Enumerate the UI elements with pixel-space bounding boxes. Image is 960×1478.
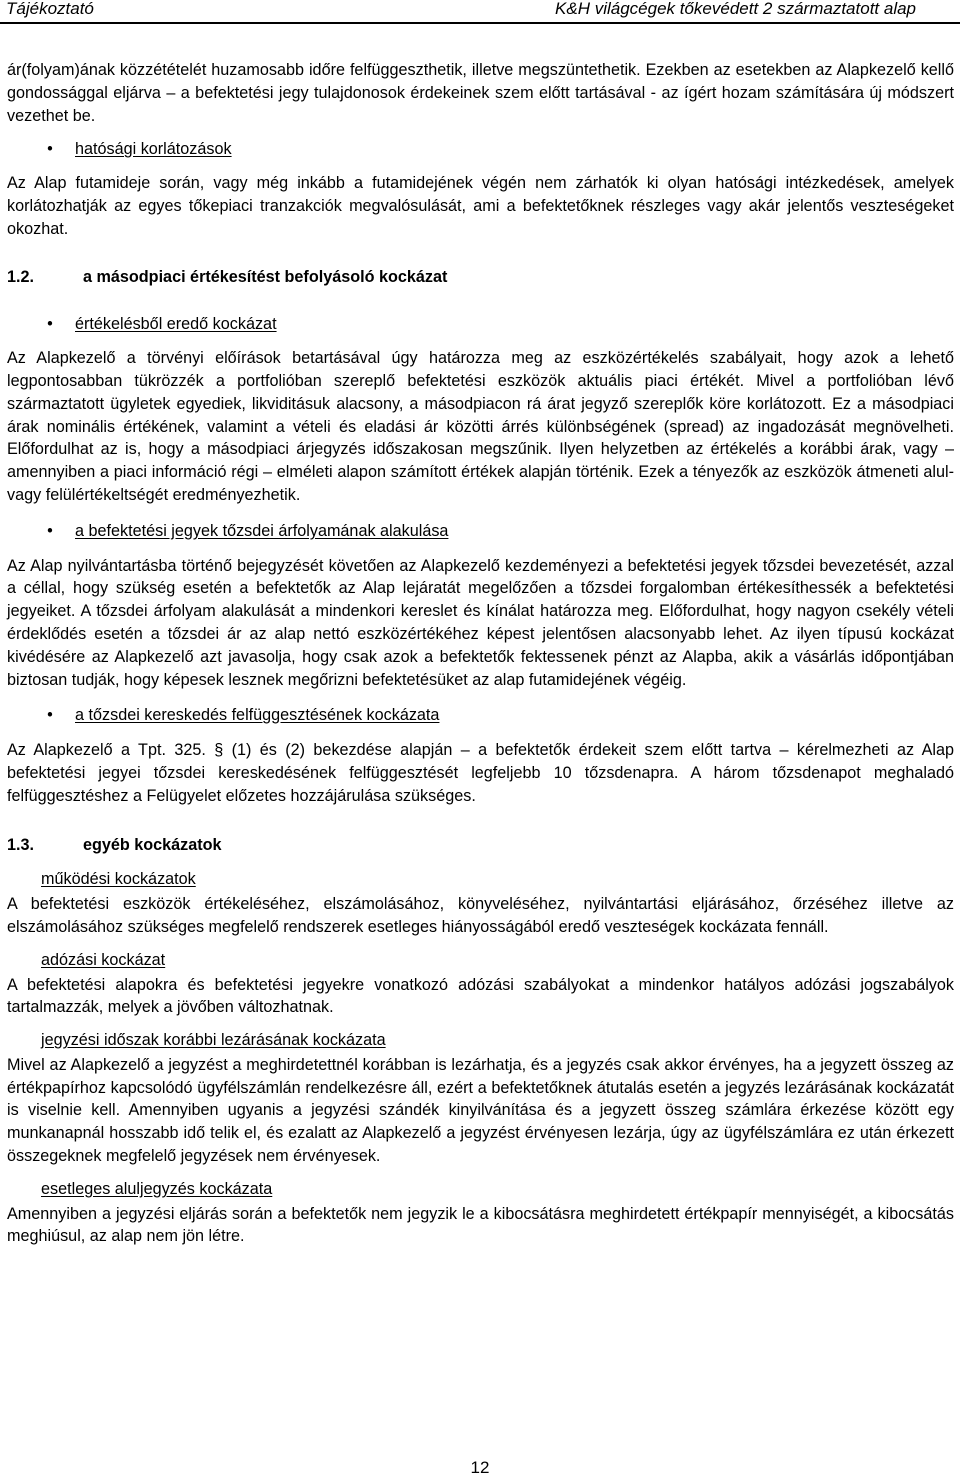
subheading-early-closing-risk: jegyzési időszak korábbi lezárásának kockázata bbox=[41, 1031, 386, 1050]
bullet-icon: • bbox=[47, 140, 53, 159]
paragraph-early-closing-risk: Mivel az Alapkezelő a jegyzést a meghirdetettnél korábban is lezárhatja, és a jegyzés csak akkor érvényes, ha a jegyzett összeg az értékpapírhoz kapcsolódó ügyfélszámlán rendelkezésre áll, ezért a befektetőknek átutalás esetén a jegyzés lezárásának kockázatát is viselnie kell. Amennyiben ugyanis a jegyzési szándék kinyilvánítása és a jegyzett összeg számlára érkezése között egy munkanapnál hosszabb idő telik el, és ezalatt az Alapkezelő a jegyzést érvényesen lezárja, úgy az ügyfélszámlára ez után érkezett összegeknek megfelelő jegyzések nem érvényesek. bbox=[7, 1055, 954, 1166]
header-fund-name: K&H világcégek tőkevédett 2 származtatott alap bbox=[555, 0, 916, 18]
section-1-2-heading bbox=[7, 266, 954, 289]
page-header bbox=[0, 0, 960, 22]
bullet-icon: • bbox=[47, 706, 53, 725]
bullet-title: a befektetési jegyek tőzsdei árfolyamának alakulása bbox=[75, 521, 449, 540]
header-divider bbox=[0, 22, 960, 24]
paragraph-operational-risk: A befektetési eszközök értékeléséhez, elszámolásához, könyveléséhez, nyilvántartási eljárásához, őrzéséhez illetve az elszámolásához szükséges megfelelő rendszerek esetleges hiányosságából eredő veszteségek kockázata fennáll. bbox=[7, 895, 954, 936]
section-number: 1.3. bbox=[7, 835, 35, 854]
bullet-title: a tőzsdei kereskedés felfüggesztésének kockázata bbox=[75, 706, 440, 725]
subheading-operational-risk: működési kockázatok bbox=[41, 870, 196, 889]
paragraph-trading-suspension: Az Alapkezelő a Tpt. 325. § (1) és (2) bekezdése alapján – a befektetők érdekeit szem előtt tartva – kérelmezheti az Alap befektetési jegyei tőzsdei kereskedésének felfüggesztését legfeljebb 10 tőzsdenapra. A három tőzsdenapot meghaladó felfüggesztéshez a Felügyelet előzetes hozzájárulása szükséges. bbox=[7, 741, 954, 805]
paragraph-undersubscription-risk: Amennyiben a jegyzési eljárás során a befektetők nem jegyzik le a kibocsátásra meghirdetett értékpapír mennyiségét, a kibocsátás meghiúsul, az alap nem jön létre. bbox=[7, 1204, 954, 1246]
section-number: 1.2. bbox=[7, 267, 35, 286]
bullet-exchange-price bbox=[7, 520, 954, 543]
paragraph-authority-restrictions: Az Alap futamideje során, vagy még inkább a futamidejének végén nem zárhatók ki olyan hatósági intézkedések, amelyek korlátozhatják az egyes tőkepiaci tranzakciók megvalósulását, ami a befektetőknek részleges vagy akár jelentős veszteségeket okozhat. bbox=[7, 174, 954, 238]
bullet-valuation-risk bbox=[7, 313, 954, 336]
paragraph-intro: ár(folyam)ának közzétételét huzamosabb időre felfüggeszthetik, illetve megszüntethetik. Ezekben az esetekben az Alapkezelő kellő gondossággal eljárva – a befektetési jegy tulajdonosok érdekeinek szem előtt tartásával - az ígért hozam számítására új módszert vezethet be. bbox=[7, 61, 954, 125]
paragraph-exchange-price: Az Alap nyilvántartásba történő bejegyzését követően az Alapkezelő kezdeményezi a befektetési jegyek tőzsdei bevezetését, azzal a céllal, hogy szükség esetén a befektetők az Alap lejáratát megelőzően a tőzsdei forgalomban értékesíthessék a befektetési jegyeiket. A tőzsdei árfolyam alakulását a mindenkori kereslet és kínálat határozza meg. Előfordulhat, hogy nagyon csekély vételi érdeklődés esetén a tőzsdei ár az alap nettó eszközértékéhez képest jelentősen alacsonyabb lehet. Az ilyen típusú kockázat kivédésére az Alapkezelő azt javasolja, hogy csak azok a befektetők fektessenek pénzt az Alapba, akik a vásárlás időpontjában biztosan tudják, hogy képesek lesznek megőrizni befektetésüket az alap futamidejének végéig. bbox=[7, 556, 954, 689]
bullet-authority-restrictions bbox=[7, 138, 954, 161]
bullet-trading-suspension bbox=[7, 704, 954, 727]
header-document-type: Tájékoztató bbox=[6, 0, 94, 18]
document-body bbox=[7, 59, 954, 1248]
paragraph-valuation-risk: Az Alapkezelő a törvényi előírások betartásával úgy határozza meg az eszközértékelés szabályait, hogy azok a lehető legpontosabban tükrözzék a portfolióban szereplő befektetési eszközök aktuális piaci értékét. Mivel a portfolióban lévő származtatott ügyletek egyediek, likviditásuk alacsony, a másodpiacon rá árat jegyző szereplők köre korlátozott. Ez a másodpiaci árak nominális értékének, valamint a vételi és eladási ár közötti árrés különbségének (spread) az ingadozását megnövelheti. Előfordulhat az is, hogy a másodpiaci árjegyzés időszakosan megszűnik. Ilyen helyzetben az értékelés a korábbi árak, vagy – amennyiben a piaci információ régi – elméleti alapon számított értékek alapján történik. Ezek a tényezők az eszközök átmeneti alul- vagy felülértékeltségét eredményezhetik. bbox=[7, 349, 954, 504]
bullet-title: értékelésből eredő kockázat bbox=[75, 315, 277, 334]
paragraph-tax-risk: A befektetési alapokra és befektetési jegyekre vonatkozó adózási szabályokat a mindenkor hatályos adózási jogszabályok tartalmazzák, melyek a jövőben változhatnak. bbox=[7, 975, 954, 1017]
section-title: a másodpiaci értékesítést befolyásoló kockázat bbox=[83, 267, 448, 286]
bullet-icon: • bbox=[47, 521, 53, 540]
page-number: 12 bbox=[470, 1458, 490, 1477]
section-1-3-heading bbox=[7, 834, 954, 857]
bullet-icon: • bbox=[47, 315, 53, 334]
subheading-tax-risk: adózási kockázat bbox=[41, 950, 166, 969]
section-title: egyéb kockázatok bbox=[83, 835, 222, 854]
subheading-undersubscription-risk: esetleges aluljegyzés kockázata bbox=[41, 1179, 273, 1198]
bullet-title: hatósági korlátozások bbox=[75, 140, 232, 159]
